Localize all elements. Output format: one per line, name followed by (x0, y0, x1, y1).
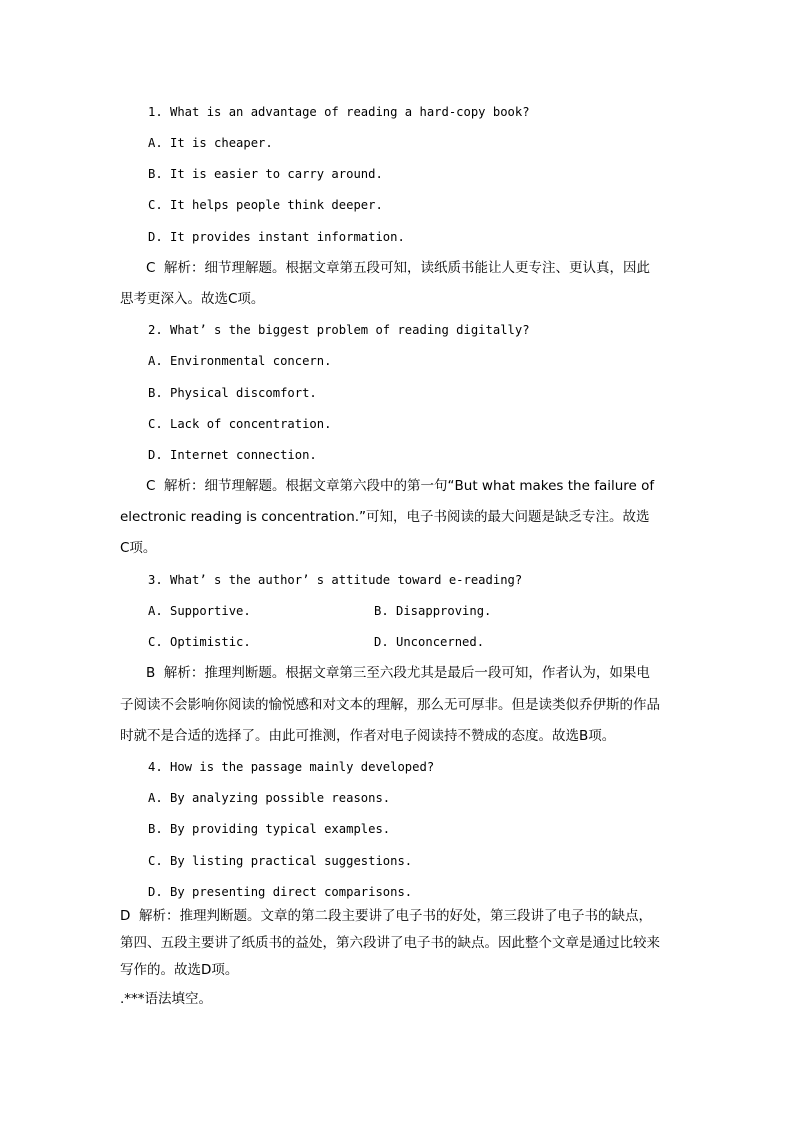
question-4-option-b: B. By providing typical examples. (148, 822, 391, 836)
question-2-option-c: C. Lack of concentration. (148, 417, 332, 431)
question-2-stem: 2. What’ s the biggest problem of reading digitally? (148, 323, 530, 337)
question-4-analysis-line-2: 第四、五段主要讲了纸质书的益处，第六段讲了电子书的缺点。因此整个文章是通过比较来 (120, 935, 660, 951)
question-3-analysis-line-3: 时就不是合适的选择了。由此可推测，作者对电子阅读持不赞成的态度。故选B项。 (120, 728, 616, 744)
question-3-stem: 3. What’ s the author’ s attitude toward e-reading? (148, 573, 523, 587)
question-3-analysis-line-1: B 解析：推理判断题。根据文章第三至六段尤其是最后一段可知，作者认为，如果电 (146, 665, 650, 681)
question-3-option-d: D. Unconcerned. (374, 635, 485, 649)
question-1-option-c: C. It helps people think deeper. (148, 198, 383, 212)
question-3-option-a: A. Supportive. (148, 604, 251, 618)
question-2-analysis-line-3: C项。 (120, 540, 157, 556)
question-2-analysis-line-1: C 解析：细节理解题。根据文章第六段中的第一句“But what makes the failure of (146, 478, 655, 494)
question-1-option-d: D. It provides instant information. (148, 230, 405, 244)
question-1-analysis-line-1: C 解析：细节理解题。根据文章第五段可知，读纸质书能让人更专注、更认真，因此 (146, 260, 651, 276)
question-1-stem: 1. What is an advantage of reading a hard-copy book? (148, 105, 530, 119)
question-1-option-a: A. It is cheaper. (148, 136, 273, 150)
question-3-option-b: B. Disapproving. (374, 604, 492, 618)
question-3-option-c: C. Optimistic. (148, 635, 251, 649)
question-4-option-c: C. By listing practical suggestions. (148, 854, 413, 868)
question-3-analysis-line-2: 子阅读不会影响你阅读的愉悦感和对文本的理解，那么无可厚非。但是读类似乔伊斯的作品 (120, 697, 660, 713)
question-4-analysis-line-1: D 解析：推理判断题。文章的第二段主要讲了电子书的好处，第三段讲了电子书的缺点， (120, 908, 652, 924)
question-2-analysis-line-2: electronic reading is concentration.”可知，电子书阅读的最大问题是缺乏专注。故选 (120, 509, 650, 525)
question-2-option-a: A. Environmental concern. (148, 354, 332, 368)
question-2-option-b: B. Physical discomfort. (148, 386, 317, 400)
question-4-analysis-line-3: 写作的。故选D项。 (120, 962, 239, 978)
section-heading: .***语法填空。 (120, 991, 213, 1007)
question-1-analysis-line-2: 思考更深入。故选C项。 (120, 291, 265, 307)
question-1-option-b: B. It is easier to carry around. (148, 167, 383, 181)
question-4-option-d: D. By presenting direct comparisons. (148, 885, 413, 899)
question-4-option-a: A. By analyzing possible reasons. (148, 791, 391, 805)
question-2-option-d: D. Internet connection. (148, 448, 317, 462)
question-4-stem: 4. How is the passage mainly developed? (148, 760, 435, 774)
